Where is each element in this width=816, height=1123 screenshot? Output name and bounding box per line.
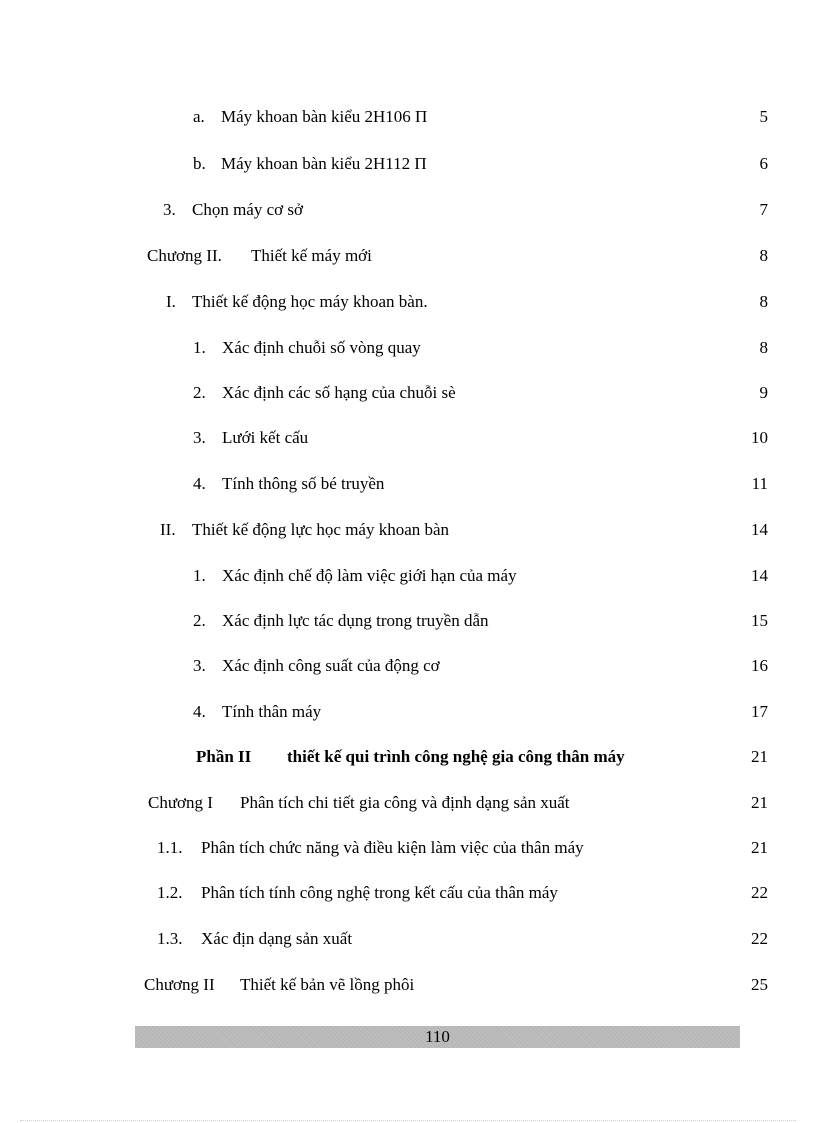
toc-number: 3. <box>193 428 206 447</box>
toc-title: Xác định lực tác dụng trong truyền dẫn <box>222 611 489 630</box>
toc-entry <box>0 381 816 405</box>
toc-page: 11 <box>751 474 768 493</box>
toc-number: 3. <box>163 200 176 219</box>
toc-part-heading <box>0 745 816 769</box>
toc-entry <box>0 564 816 588</box>
toc-title: Thiết kế động học máy khoan bàn. <box>192 292 428 311</box>
toc-entry <box>0 518 816 542</box>
toc-title: Xác định các số hạng của chuỗi sè <box>222 383 456 402</box>
toc-page: 6 <box>759 154 768 173</box>
toc-number: a. <box>193 107 205 126</box>
toc-number: 1.2. <box>157 883 183 902</box>
toc-entry <box>0 609 816 633</box>
toc-number: 1.3. <box>157 929 183 948</box>
toc-number: Chương II. <box>147 246 222 265</box>
toc-entry <box>0 700 816 724</box>
toc-number: b. <box>193 154 206 173</box>
toc-page: 22 <box>751 883 768 902</box>
toc-title: Tính thông số bé truyền <box>222 474 385 493</box>
toc-title: Xác định chế độ làm việc giới hạn của máy <box>222 566 517 585</box>
toc-number: Chương I <box>148 793 213 812</box>
toc-number: Chương II <box>144 975 215 994</box>
toc-page: 16 <box>751 656 768 675</box>
toc-entry <box>0 654 816 678</box>
toc-page: 10 <box>751 428 768 447</box>
toc-page: 8 <box>759 338 768 357</box>
toc-title: Thiết kế bản vẽ lồng phôi <box>240 975 415 994</box>
toc-title: Phân tích chức năng và điều kiện làm việc của thân máy <box>201 838 584 857</box>
toc-page: 8 <box>759 246 768 265</box>
toc-entry <box>0 198 816 222</box>
toc-page: 17 <box>751 702 768 721</box>
toc-title: Xác định chuỗi số vòng quay <box>222 338 421 357</box>
toc-entry <box>0 105 816 129</box>
toc-number: 2. <box>193 611 206 630</box>
toc-page: 22 <box>751 929 768 948</box>
toc-entry <box>0 244 816 268</box>
toc-entry <box>0 426 816 450</box>
toc-title: Phân tích chi tiết gia công và định dạng sản xuất <box>240 793 570 812</box>
toc-title: Xác địn dạng sản xuất <box>201 929 353 948</box>
toc-title: Chọn máy cơ sở <box>192 200 303 219</box>
toc-title: Thiết kế máy mới <box>251 246 372 265</box>
toc-title: Tính thân máy <box>222 702 322 721</box>
toc-title: thiết kế qui trình công nghệ gia công thân máy <box>287 747 625 766</box>
toc-page: 5 <box>759 107 768 126</box>
page-footer <box>135 1026 740 1048</box>
toc-number: I. <box>166 292 176 311</box>
toc-title: Thiết kế động lực học máy khoan bàn <box>192 520 450 539</box>
page-edge-divider <box>20 1120 796 1121</box>
toc-page: 21 <box>751 838 768 857</box>
toc-number: II. <box>160 520 176 539</box>
toc-entry <box>0 881 816 905</box>
toc-entry <box>0 791 816 815</box>
toc-page: 15 <box>751 611 768 630</box>
toc-page: 21 <box>751 793 768 812</box>
toc-entry <box>0 973 816 997</box>
toc-page: 25 <box>751 975 768 994</box>
toc-title: Máy khoan bàn kiểu 2H112 Π <box>221 154 427 173</box>
toc-page: 8 <box>759 292 768 311</box>
toc-number: 1. <box>193 566 206 585</box>
toc-number: Phần II <box>196 747 252 766</box>
toc-page: 21 <box>751 747 768 766</box>
toc-number: 2. <box>193 383 206 402</box>
toc-number: 4. <box>193 474 206 493</box>
toc-number: 1. <box>193 338 206 357</box>
toc-page: 14 <box>751 520 768 539</box>
toc-title: Phân tích tính công nghệ trong kết cấu của thân máy <box>201 883 558 902</box>
toc-page: 7 <box>759 200 768 219</box>
toc-entry <box>0 836 816 860</box>
toc-number: 3. <box>193 656 206 675</box>
toc-title: Lưới kết cấu <box>222 428 309 447</box>
toc-page: 9 <box>759 383 768 402</box>
toc-entry <box>0 336 816 360</box>
toc-number: 1.1. <box>157 838 183 857</box>
toc-title: Xác định công suất của động cơ <box>222 656 440 675</box>
toc-number: 4. <box>193 702 206 721</box>
toc-entry <box>0 927 816 951</box>
footer-page-number: 110 <box>425 1027 450 1046</box>
toc-title: Máy khoan bàn kiểu 2H106 Π <box>221 107 428 126</box>
toc-entry <box>0 152 816 176</box>
toc-entry <box>0 472 816 496</box>
toc-page: 14 <box>751 566 768 585</box>
toc-entry <box>0 290 816 314</box>
